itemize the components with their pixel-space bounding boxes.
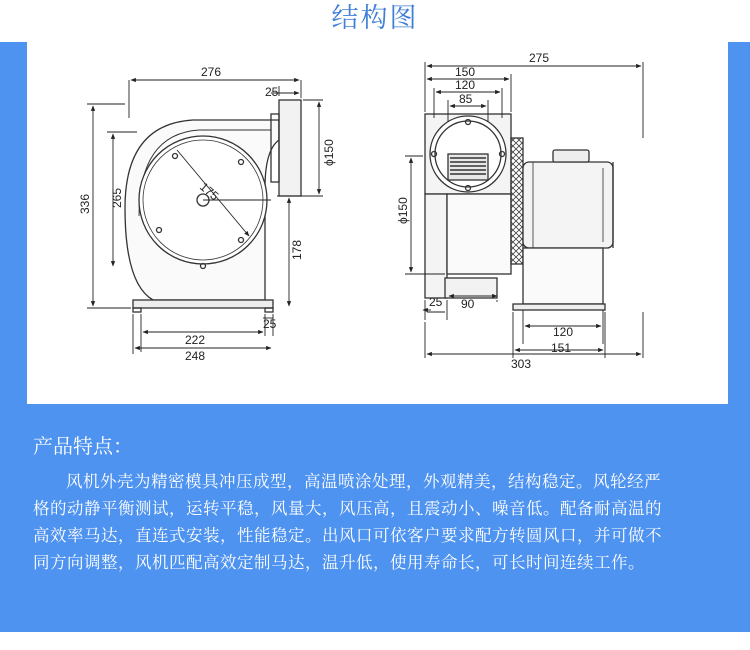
dim-120-base: 120 [553, 325, 574, 339]
dim-275: 275 [529, 51, 550, 65]
dim-25-side: 25 [429, 295, 443, 309]
dim-outlet-dia: ϕ150 [322, 139, 336, 166]
front-base [133, 300, 273, 308]
dim-175: 175 [197, 179, 222, 204]
features-heading: 产品特点： [33, 434, 133, 458]
dim-85: 85 [459, 92, 473, 106]
dim-303: 303 [511, 357, 532, 371]
features-body: 风机外壳为精密模具冲压成型，高温喷涂处理，外观精美，结构稳定。风轮经严格的动静平衡测试，运转平稳，风量大，风压高，且震动小、噪音低。配备耐高温的高效率马达，直连式安装，性能稳定。出风口可依客户要求配方转圆风口，并可做不同方向调整，风机匹配高效定制马达，温升低，使用寿命长，可长时间连续工作。 [33, 472, 662, 572]
dim-276: 276 [201, 65, 222, 79]
side-base [523, 248, 603, 304]
dim-25-flange: 25 [265, 85, 279, 99]
page-title: 结构图 [331, 3, 419, 34]
bottom-strip [0, 632, 750, 650]
dim-222: 222 [185, 333, 206, 347]
dim-248: 248 [185, 349, 206, 363]
dim-265: 265 [110, 187, 124, 208]
side-motor [523, 162, 613, 248]
dim-178: 178 [290, 239, 304, 260]
structure-drawing [27, 38, 728, 404]
dim-90: 90 [461, 297, 475, 311]
drawing-svg [27, 38, 728, 404]
dim-336: 336 [78, 193, 92, 214]
front-view [125, 100, 301, 312]
title-bar [0, 0, 750, 42]
dim-120-top: 120 [455, 78, 476, 92]
side-coupling [511, 138, 523, 264]
dim-inlet-dia: ϕ150 [396, 197, 410, 224]
dim-25-base: 25 [263, 317, 277, 331]
side-view [425, 114, 613, 310]
dim-151: 151 [551, 341, 572, 355]
dim-150-top: 150 [455, 65, 476, 79]
outlet-flange [279, 100, 301, 196]
